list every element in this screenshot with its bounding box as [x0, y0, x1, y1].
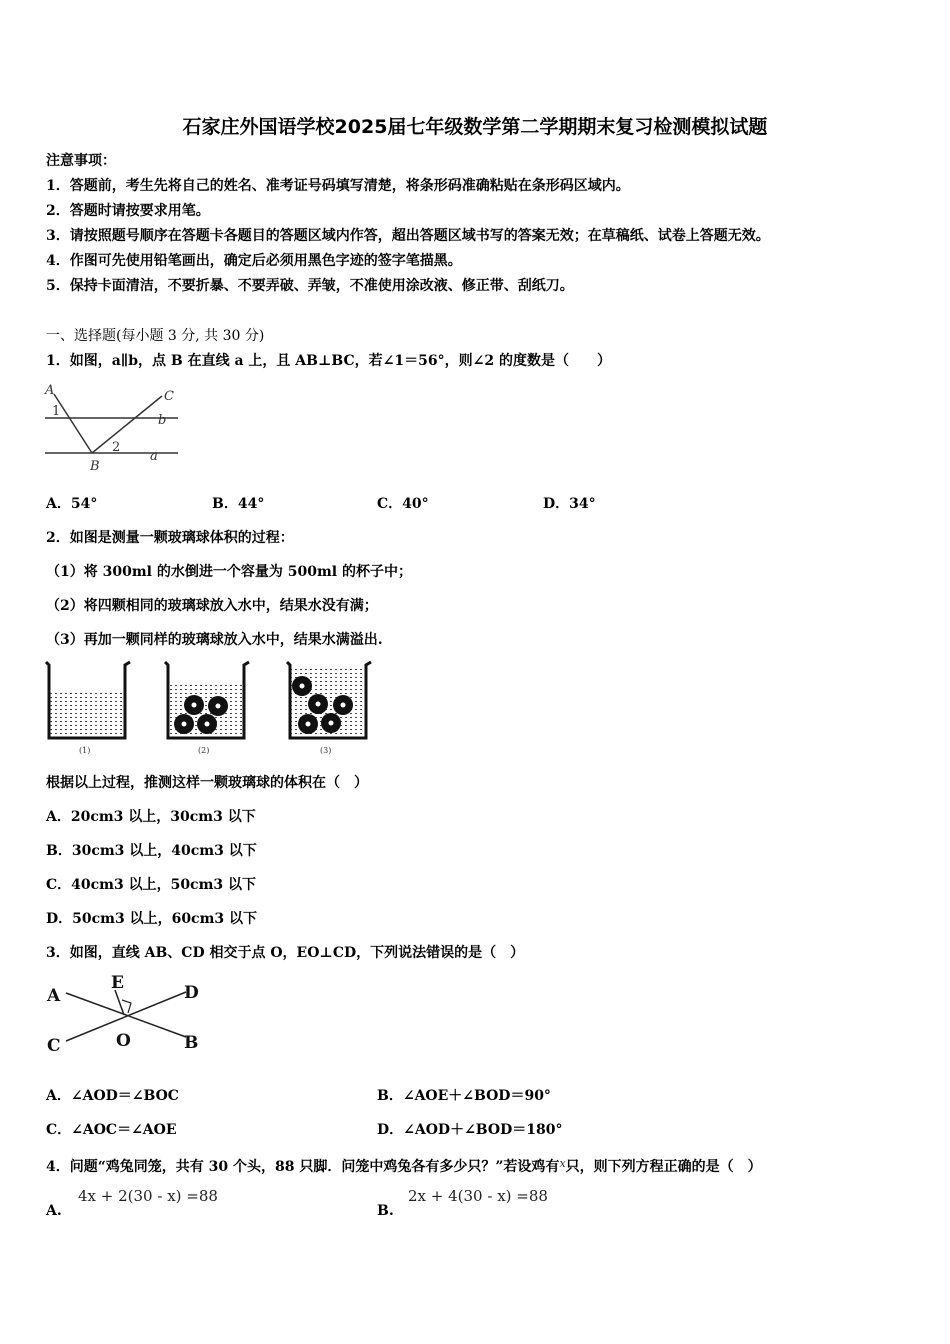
page-title: 石家庄外国语学校2025届七年级数学第二学期期末复习检测模拟试题	[182, 116, 768, 138]
label-O: O	[116, 1031, 131, 1051]
notice-item: 1．答题前，考生先将自己的姓名、准考证号码填写清楚，将条形码准确粘贴在条形码区域内。	[46, 178, 630, 194]
q4-option-a-letter: A.	[46, 1203, 62, 1219]
q2-option-b: B．30cm3 以上，40cm3 以下	[46, 843, 257, 859]
label-C: C	[47, 1036, 61, 1056]
beaker-3	[287, 662, 371, 755]
q2-step: （2）将四颗相同的玻璃球放入水中，结果水没有满；	[46, 598, 378, 614]
label-angle-1: 1	[52, 404, 61, 419]
q1-option-c: C．40°	[377, 496, 429, 512]
label-E: E	[111, 973, 124, 993]
label-b: b	[158, 413, 167, 428]
q4-stem-text: 4．问题“鸡兔同笼，共有 30 个头，88 只脚．问笼中鸡兔各有多少只？”若设鸡有	[46, 1159, 560, 1175]
q4-variable: x	[559, 1157, 566, 1170]
label-a: a	[150, 449, 158, 464]
label-B: B	[90, 459, 100, 474]
notice-heading: 注意事项：	[46, 153, 116, 169]
label-C: C	[164, 389, 174, 404]
caption-1: (1)	[79, 746, 91, 755]
q1-option-a: A．54°	[46, 496, 98, 512]
q1-stem: 1．如图，a∥b，点 B 在直线 a 上，且 AB⊥BC，若∠1＝56°，则∠2 的度数是（ ）	[46, 353, 611, 369]
q1-option-b: B．44°	[212, 496, 265, 512]
label-angle-2: 2	[112, 440, 121, 455]
q4-option-b-formula: 2x + 4(30 - x) =88	[408, 1187, 548, 1205]
q2-stem: 2．如图是测量一颗玻璃球体积的过程：	[46, 530, 294, 546]
label-D: D	[184, 983, 199, 1003]
notice-item: 3．请按照题号顺序在答题卡各题目的答题区域内作答，超出答题区域书写的答案无效；在草稿纸、试卷上答题无效。	[46, 228, 770, 244]
q3-option-d: D．∠AOD＋∠BOD＝180°	[377, 1122, 563, 1138]
q3-option-a: A．∠AOD＝∠BOC	[46, 1088, 179, 1104]
notice-item: 4．作图可先使用铅笔画出，确定后必须用黑色字迹的签字笔描黑。	[46, 253, 462, 269]
q3-option-c: C．∠AOC＝∠AOE	[46, 1122, 177, 1138]
q4-option-b-letter: B.	[377, 1203, 394, 1219]
q3-figure	[44, 970, 214, 1060]
notice-item: 2．答题时请按要求用笔。	[46, 203, 210, 219]
q1-option-d: D．34°	[543, 496, 596, 512]
q2-step: （1）将 300ml 的水倒进一个容量为 500ml 的杯子中；	[46, 564, 412, 580]
q2-beakers-figure	[44, 660, 374, 756]
label-A: A	[45, 383, 55, 398]
label-A: A	[47, 986, 61, 1006]
q4-option-a-formula: 4x + 2(30 - x) =88	[78, 1187, 218, 1205]
q1-figure	[40, 378, 180, 478]
caption-2: (2)	[198, 746, 210, 755]
beaker-2	[165, 662, 249, 755]
q2-question: 根据以上过程，推测这样一颗玻璃球的体积在（ ）	[46, 775, 368, 791]
q2-option-a: A．20cm3 以上，30cm3 以下	[46, 809, 256, 825]
q4-stem-end: 只，则下列方程正确的是（ ）	[565, 1159, 762, 1175]
label-B: B	[184, 1033, 199, 1053]
caption-3: (3)	[320, 746, 332, 755]
q2-step: （3）再加一颗同样的玻璃球放入水中，结果水满溢出.	[46, 632, 383, 648]
q3-stem: 3．如图，直线 AB、CD 相交于点 O，EO⊥CD，下列说法错误的是（ ）	[46, 945, 525, 961]
q2-option-c: C．40cm3 以上，50cm3 以下	[46, 877, 257, 893]
section-heading: 一、选择题(每小题 3 分, 共 30 分)	[46, 328, 265, 344]
q3-option-b: B．∠AOE＋∠BOD＝90°	[377, 1088, 551, 1104]
q2-option-d: D．50cm3 以上，60cm3 以下	[46, 911, 258, 927]
q4-stem	[46, 1154, 762, 1177]
notice-item: 5．保持卡面清洁，不要折暴、不要弄破、弄皱，不准使用涂改液、修正带、刮纸刀。	[46, 278, 574, 294]
beaker-1	[46, 662, 130, 755]
